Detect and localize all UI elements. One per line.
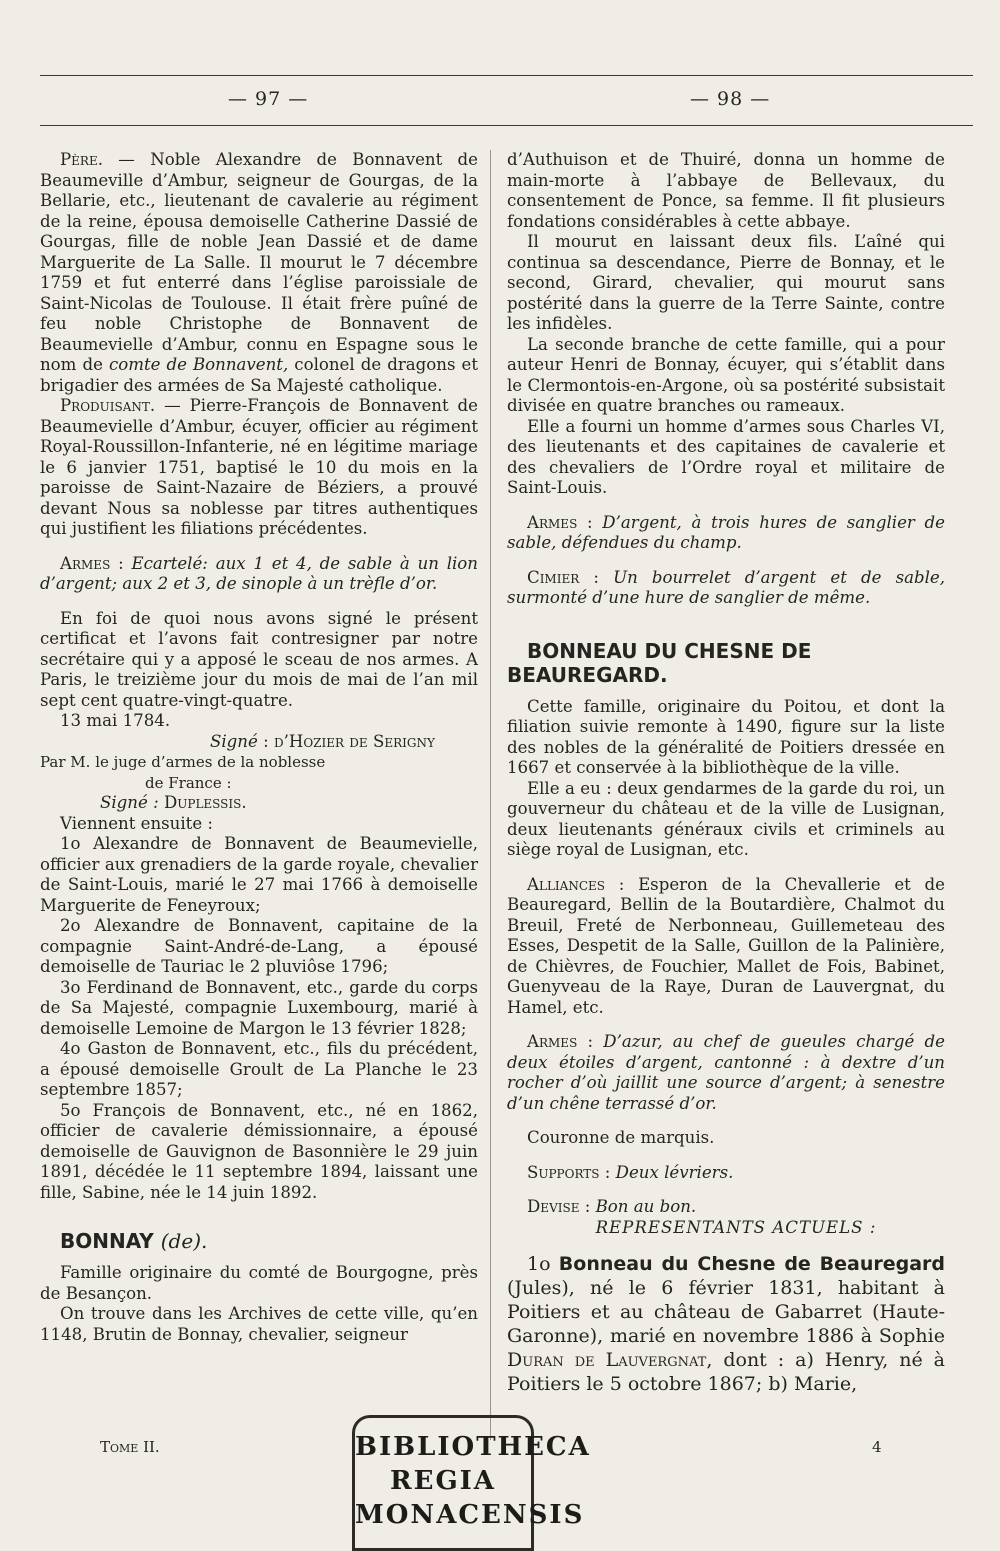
right-paragraph-2: Il mourut en laissant deux fils. L’aîné qui continua sa descendance, Pierre de Bonnay, et le second, Girard, chevalier, qui mourut sans postérité dans la guerre de la Terre Sainte, contre les infidèles. <box>507 232 945 333</box>
couronne-line: Couronne de marquis. <box>527 1128 715 1147</box>
list-item: 3o Ferdinand de Bonnavent, etc., garde du corps de Sa Majesté, compagnie Luxembourg, marié à demoiselle Lemoine de Margon le 13 février 1828; <box>40 977 478 1038</box>
armes-bonnay: Armes : D’argent, à trois hures de sanglier de sable, défendues du champ. <box>507 512 945 552</box>
signature-duplessis: Signé : Duplessis. <box>100 793 247 812</box>
list-item: 5o François de Bonnavent, etc., né en 1862, officier de cavalerie démissionnaire, a épousé demoiselle de Gauvignon de Basonnière le 29 juin 1891, décédée le 11 septembre 1894, laissant une fille, Sabine, née le 14 juin 1892. <box>40 1100 478 1202</box>
bonnay-paragraph-1: Famille originaire du comté de Bourgogne, près de Besançon. <box>40 1263 478 1303</box>
right-paragraph-3: La seconde branche de cette famille, qui a pour auteur Henri de Bonnay, écuyer, qui s’établit dans le Clermontois-en-Argone, où sa postérité subsistait divisée en quatre branches ou rameaux. <box>507 334 945 415</box>
supports-line: Supports : Deux lévriers. <box>527 1162 734 1182</box>
par-line-1: Par M. le juge d’armes de la noblesse <box>40 753 326 771</box>
certificat-paragraph: En foi de quoi nous avons signé le présent certificat et l’avons fait contresigner par notre secrétaire qui y a apposé le sceau de nos armes. A Paris, le treizième jour du mois de mai de l’an mil sept cent quatre-vingt-quatre. <box>40 608 478 710</box>
bonneau-heading: BONNEAU DU CHESNE DE BEAUREGARD. <box>507 638 812 687</box>
date-line: 13 mai 1784. <box>60 711 171 730</box>
bonneau-paragraph-2: Elle a eu : deux gendarmes de la garde du roi, un gouverneur du château et de la ville de Lusignan, deux lieutenants généraux civils et criminels au siège royal de Lusignan, etc. <box>507 778 945 859</box>
viennent-line: Viennent ensuite : <box>60 813 214 833</box>
top-rule <box>40 75 973 76</box>
header-rule <box>40 125 973 126</box>
right-paragraph-1: d’Authuison et de Thuiré, donna un homme de main-morte à l’abbaye de Bellevaux, du consentement de Ponce, sa femme. Il fit plusieurs fondations considérables à cette abbaye. <box>507 150 945 231</box>
bonnay-heading: BONNAY (de). <box>60 1229 208 1253</box>
right-page-number: — 98 — <box>690 88 771 110</box>
list-item: 2o Alexandre de Bonnavent, capitaine de la compagnie Saint-André-de-Lang, a épousé demoiselle de Tauriac le 2 pluviôse 1796; <box>40 916 478 976</box>
armes-paragraph: Armes : Ecartelé: aux 1 et 4, de sable à un lion d’argent; aux 2 et 3, de sinople à un trèfle d’or. <box>40 553 478 593</box>
footer-tome: Tome II. <box>100 1438 160 1456</box>
cimier-bonnay: Cimier : Un bourrelet d’argent et de sable, surmonté d’une hure de sanglier de même. <box>507 567 946 607</box>
list-item: 1o Alexandre de Bonnavent de Beaumevielle, officier aux grenadiers de la garde royale, chevalier de Saint-Louis, marié le 27 mai 1766 à demoiselle Marguerite de Feneyroux; <box>40 834 478 915</box>
par-line-2: de France : <box>145 773 232 792</box>
right-paragraph-4: Elle a fourni un homme d’armes sous Charles VI, des lieutenants et des capitaines de cavalerie et des chevaliers de l’Ordre royal et militaire de Saint-Louis. <box>507 416 945 497</box>
bonnay-paragraph-2: On trouve dans les Archives de cette ville, qu’en 1148, Brutin de Bonnay, chevalier, seigneur <box>40 1304 478 1344</box>
produisant-paragraph: Produisant. — Pierre-François de Bonnavent de Beaumevielle d’Ambur, écuyer, officier au régiment Royal-Roussillon-Infanterie, né en légitime mariage le 6 janvier 1751, baptisé le 10 du mois en la paroisse de Saint-Nazaire de Béziers, a prouvé devant Nous sa noblesse par titres authentiques qui justifient les filiations précédentes. <box>40 396 478 538</box>
bonneau-paragraph-1: Cette famille, originaire du Poitou, et dont la filiation suivie remonte à 1490, figure sur la liste des nobles de la généralité de Poitiers dressée en 1667 et conservée à la bibliothèque de la ville. <box>507 696 945 777</box>
representants-title: REPRESENTANTS ACTUELS : <box>595 1217 877 1237</box>
left-column <box>40 150 478 1345</box>
footer-signature: 4 <box>872 1438 882 1456</box>
column-divider <box>490 150 491 1440</box>
pere-paragraph: Père. — Noble Alexandre de Bonnavent de Beaumeville d’Ambur, seigneur de Gourgas, de la Bellarie, etc., lieutenant de cavalerie au régiment de la reine, épousa demoiselle Catherine Dassié de Gourgas, fille de noble Jean Dassié et de dame Marguerite de La Salle. Il mourut le 7 décembre 1759 et fut enterré dans l’église paroissiale de Saint-Nicolas de Toulouse. Il était frère puîné de feu noble Christophe de Bonnavent de Beaumevielle d’Ambur, connu en Espagne sous le nom de comte de Bonnavent, colonel de dragons et brigadier des armées de Sa Majesté catholique. <box>40 150 478 395</box>
representant-1: 1o Bonneau du Chesne de Beauregard (Jules), né le 6 février 1831, habitant à Poitiers et au château de Gabarret (Haute-Garonne), marié en novembre 1886 à Sophie Duran de Lauvergnat, dont : a) Henry, né à Poitiers le 5 octobre 1867; b) Marie, <box>507 1253 945 1395</box>
signature-hozier: Signé : d’Hozier de Serigny <box>210 731 435 751</box>
devise-line: Devise : Bon au bon. <box>527 1197 697 1216</box>
armes-bonneau: Armes : D’azur, au chef de gueules chargé de deux étoiles d’argent, cantonné : à dextre d’un rocher d’où jaillit une source d’argent; à senestre d’un chêne terrassé d’or. <box>507 1032 945 1113</box>
alliances-paragraph: Alliances : Esperon de la Chevallerie et de Beauregard, Bellin de la Boutardière, Chalmot du Breuil, Freté de Nerbonneau, Guillemeteau des Esses, Despetit de la Salle, Guillon de la Palinière, de Chièvres, de Fouchier, Mallet de Fois, Babinet, Guenyveau de la Raye, Duran de Lauvergnat, du Hamel, etc. <box>507 874 945 1017</box>
left-page-number: — 97 — <box>228 88 309 110</box>
list-item: 4o Gaston de Bonnavent, etc., fils du précédent, a épousé demoiselle Groult de La Planche le 23 septembre 1857; <box>40 1039 478 1099</box>
right-column <box>507 150 945 1396</box>
library-stamp: BIBLIOTHECA REGIA MONACENSIS <box>352 1415 534 1551</box>
